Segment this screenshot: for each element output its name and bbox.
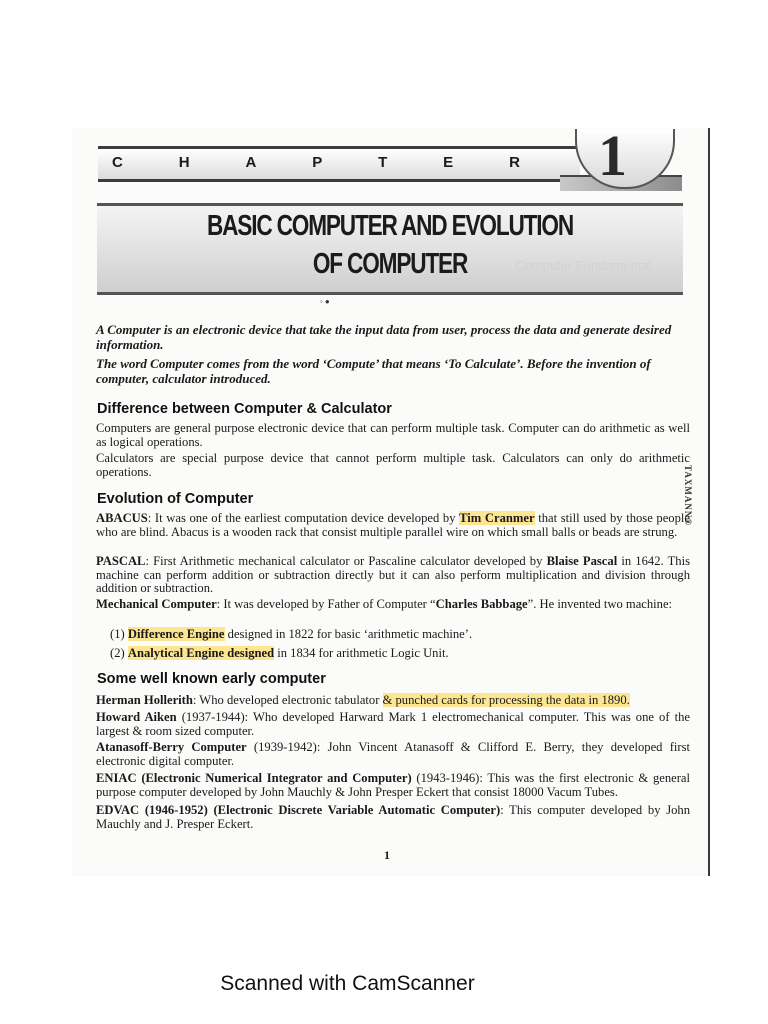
paragraph-calculators: Calculators are special purpose device that cannot perform multiple task. Calculators can only do arithmetic operations. bbox=[96, 451, 690, 479]
section-heading-evolution: Evolution of Computer bbox=[97, 491, 254, 507]
chapter-letter: R bbox=[509, 154, 520, 171]
edvac-text: : This computer developed by John Mauchly and J. Presper Eckert. bbox=[96, 803, 690, 831]
list-item-difference-engine bbox=[110, 627, 472, 641]
highlighted-punched-cards: & punched cards for processing the data in 1890. bbox=[382, 693, 630, 707]
term-pascal: PASCAL bbox=[96, 554, 146, 568]
page-number: 1 bbox=[384, 848, 390, 862]
name-charles-babbage: Charles Babbage bbox=[435, 597, 528, 611]
paragraph-edvac bbox=[96, 804, 690, 831]
term-atanasoff-berry: Atanasoff-Berry Computer bbox=[96, 740, 247, 754]
paragraph-aiken bbox=[96, 711, 690, 738]
aiken-text: (1937-1944): Who developed Harward Mark 1 electromechanical computer. This was one of the largest & room sized computer. bbox=[96, 710, 690, 738]
list-text: in 1834 for arithmetic Logic Unit. bbox=[274, 646, 449, 660]
list-number: (2) bbox=[110, 646, 125, 660]
page-edge-rule bbox=[708, 128, 710, 876]
term-difference-engine: Difference Engine bbox=[127, 627, 225, 641]
paragraph-computers: Computers are general purpose electronic device that can perform multiple task. Computer can do arithmetic as well as logical operations. bbox=[96, 421, 690, 449]
pascal-text: : First Arithmetic mechanical calculator or Pascaline calculator developed by bbox=[145, 554, 547, 568]
abacus-text-2: that still used by those people who are blind. Abacus is a wooden rack that consist multiple parallel wire on which small balls or beads are strung. bbox=[96, 511, 690, 539]
name-tim-cranmer: Tim Cranmer bbox=[459, 511, 535, 525]
mech-text: : It was developed by Father of Computer “ bbox=[216, 597, 436, 611]
list-item-analytical-engine bbox=[110, 646, 449, 660]
paragraph-mechanical bbox=[96, 598, 690, 612]
term-abacus: ABACUS bbox=[96, 511, 148, 525]
section-heading-difference: Difference between Computer & Calculator bbox=[97, 401, 392, 417]
eniac-text: (1943-1946): This was the first electronic & general purpose computer developed by John Mauchly & John Presper Eckert that consist 18000 Vacum Tubes. bbox=[96, 771, 690, 799]
term-edvac: EDVAC (1946-1952) (Electronic Discrete Variable Automatic Computer) bbox=[96, 803, 501, 817]
chapter-title-line2: OF COMPUTER bbox=[312, 248, 468, 280]
chapter-title-line1: BASIC COMPUTER AND EVOLUTION bbox=[206, 210, 574, 242]
scan-dots: ◦ ● bbox=[320, 297, 330, 306]
list-text: designed in 1822 for basic ‘arithmetic machine’. bbox=[224, 627, 473, 641]
list-number: (1) bbox=[110, 627, 125, 641]
intro-paragraph-1: A Computer is an electronic device that take the input data from user, process the data and generate desired information. bbox=[96, 322, 672, 352]
chapter-title bbox=[161, 207, 618, 283]
atanasoff-text: (1939-1942): John Vincent Atanasoff & Clifford E. Berry, they developed first electronic digital computer. bbox=[96, 740, 691, 768]
pascal-text-2: in 1642. This machine can perform addition or subtraction directly but it can also perform multiplication and division through addition or subtraction. bbox=[96, 554, 690, 595]
chapter-letter: C bbox=[112, 154, 123, 171]
paragraph-hollerith bbox=[96, 694, 690, 708]
section-heading-early-computers: Some well known early computer bbox=[97, 671, 326, 687]
publisher-side-label: TAXMANN® bbox=[683, 465, 693, 527]
term-howard-aiken: Howard Aiken bbox=[96, 710, 177, 724]
chapter-letter: A bbox=[245, 154, 257, 171]
chapter-letter: P bbox=[312, 154, 323, 171]
mech-text-2: ”. He invented two machine: bbox=[527, 597, 673, 611]
chapter-banner bbox=[98, 146, 580, 182]
term-herman-hollerith: Herman Hollerith bbox=[96, 693, 193, 707]
term-eniac: ENIAC (Electronic Numerical Integrator and Computer) bbox=[96, 771, 412, 785]
name-blaise-pascal: Blaise Pascal bbox=[546, 554, 618, 568]
term-mechanical-computer: Mechanical Computer bbox=[96, 597, 217, 611]
paragraph-abacus bbox=[96, 512, 690, 539]
chapter-letters bbox=[98, 154, 520, 171]
chapter-letter: T bbox=[378, 154, 388, 171]
paragraph-eniac bbox=[96, 772, 690, 799]
abacus-text: : It was one of the earliest computation device developed by bbox=[147, 511, 460, 525]
bleed-through-text: Computer Fundamental bbox=[515, 258, 652, 273]
paragraph-atanasoff-berry bbox=[96, 741, 690, 768]
chapter-number: 1 bbox=[598, 123, 627, 188]
chapter-letter: E bbox=[443, 154, 454, 171]
intro-paragraph-2: The word Computer comes from the word ‘Compute’ that means ‘To Calculate’. Before the invention of computer, calculator introduced. bbox=[96, 356, 651, 386]
chapter-letter: H bbox=[178, 154, 190, 171]
paragraph-pascal bbox=[96, 555, 690, 596]
term-analytical-engine: Analytical Engine designed bbox=[127, 646, 275, 660]
camscanner-footer: Scanned with CamScanner bbox=[220, 972, 475, 995]
hollerith-text: : Who developed electronic tabulator bbox=[192, 693, 383, 707]
